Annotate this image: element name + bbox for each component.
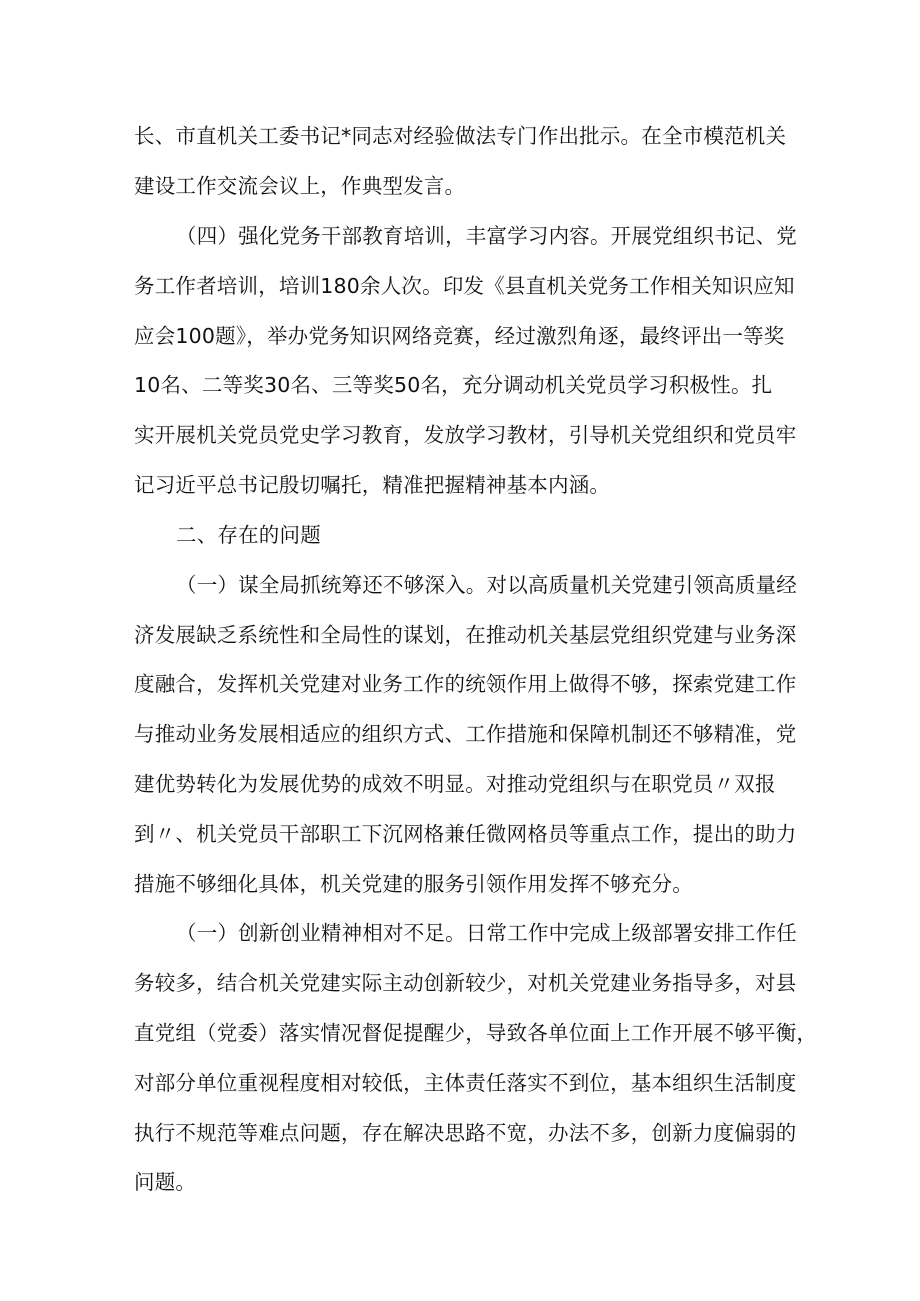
- text-line-15: 到〃、机关党员干部职工下沉网格兼任微网格员等重点工作，提出的助力: [134, 822, 797, 846]
- text-line-11: 济发展缺乏系统性和全局性的谋划，在推动机关基层党组织党建与业务深: [134, 623, 797, 647]
- text-line-1: 长、市直机关工委书记*同志对经验做法专门作出批示。在全市模范机关: [134, 124, 787, 148]
- text-line-21: 执行不规范等难点问题，存在解决思路不宽，办法不多，创新力度偏弱的: [134, 1121, 797, 1145]
- section-2-heading: 二、存在的问题: [176, 523, 321, 547]
- section-4-heading-line: （四）强化党务干部教育培训，丰富学习内容。开展党组织书记、党: [176, 224, 797, 248]
- text-line-4: 务工作者培训，培训180余人次。印发《县直机关党务工作相关知识应知: [134, 274, 795, 298]
- problem-2-heading-line: （一）创新创业精神相对不足。日常工作中完成上级部署安排工作任: [176, 921, 797, 945]
- text-line-18: 务较多，结合机关党建实际主动创新较少，对机关党建业务指导多，对县: [134, 971, 797, 995]
- text-line-8: 记习近平总书记殷切嘱托，精准把握精神基本内涵。: [134, 473, 611, 497]
- text-line-20: 对部分单位重视程度相对较低，主体责任落实不到位，基本组织生活制度: [134, 1071, 797, 1095]
- text-line-13: 与推动业务发展相适应的组织方式、工作措施和保障机制还不够精准，党: [134, 722, 797, 746]
- text-line-2: 建设工作交流会议上，作典型发言。: [134, 174, 466, 198]
- text-line-5: 应会100题》，举办党务知识网络竞赛，经过激烈角逐，最终评出一等奖: [134, 324, 785, 348]
- text-line-16: 措施不够细化具体，机关党建的服务引领作用发挥不够充分。: [134, 872, 693, 896]
- text-line-6: 10名、二等奖30名、三等奖50名，充分调动机关党员学习积极性。扎: [134, 373, 773, 397]
- text-line-19: 直党组（党委）落实情况督促提醒少，导致各单位面上工作开展不够平衡，: [134, 1021, 818, 1045]
- problem-1-heading-line: （一）谋全局抓统筹还不够深入。对以高质量机关党建引领高质量经: [176, 573, 797, 597]
- text-line-14: 建优势转化为发展优势的成效不明显。对推动党组织与在职党员〃双报: [134, 772, 776, 796]
- text-line-12: 度融合，发挥机关党建对业务工作的统领作用上做得不够，探索党建工作: [134, 672, 797, 696]
- text-line-22: 问题。: [134, 1170, 197, 1194]
- text-line-7: 实开展机关党员党史学习教育，发放学习教材，引导机关党组织和党员牢: [134, 423, 797, 447]
